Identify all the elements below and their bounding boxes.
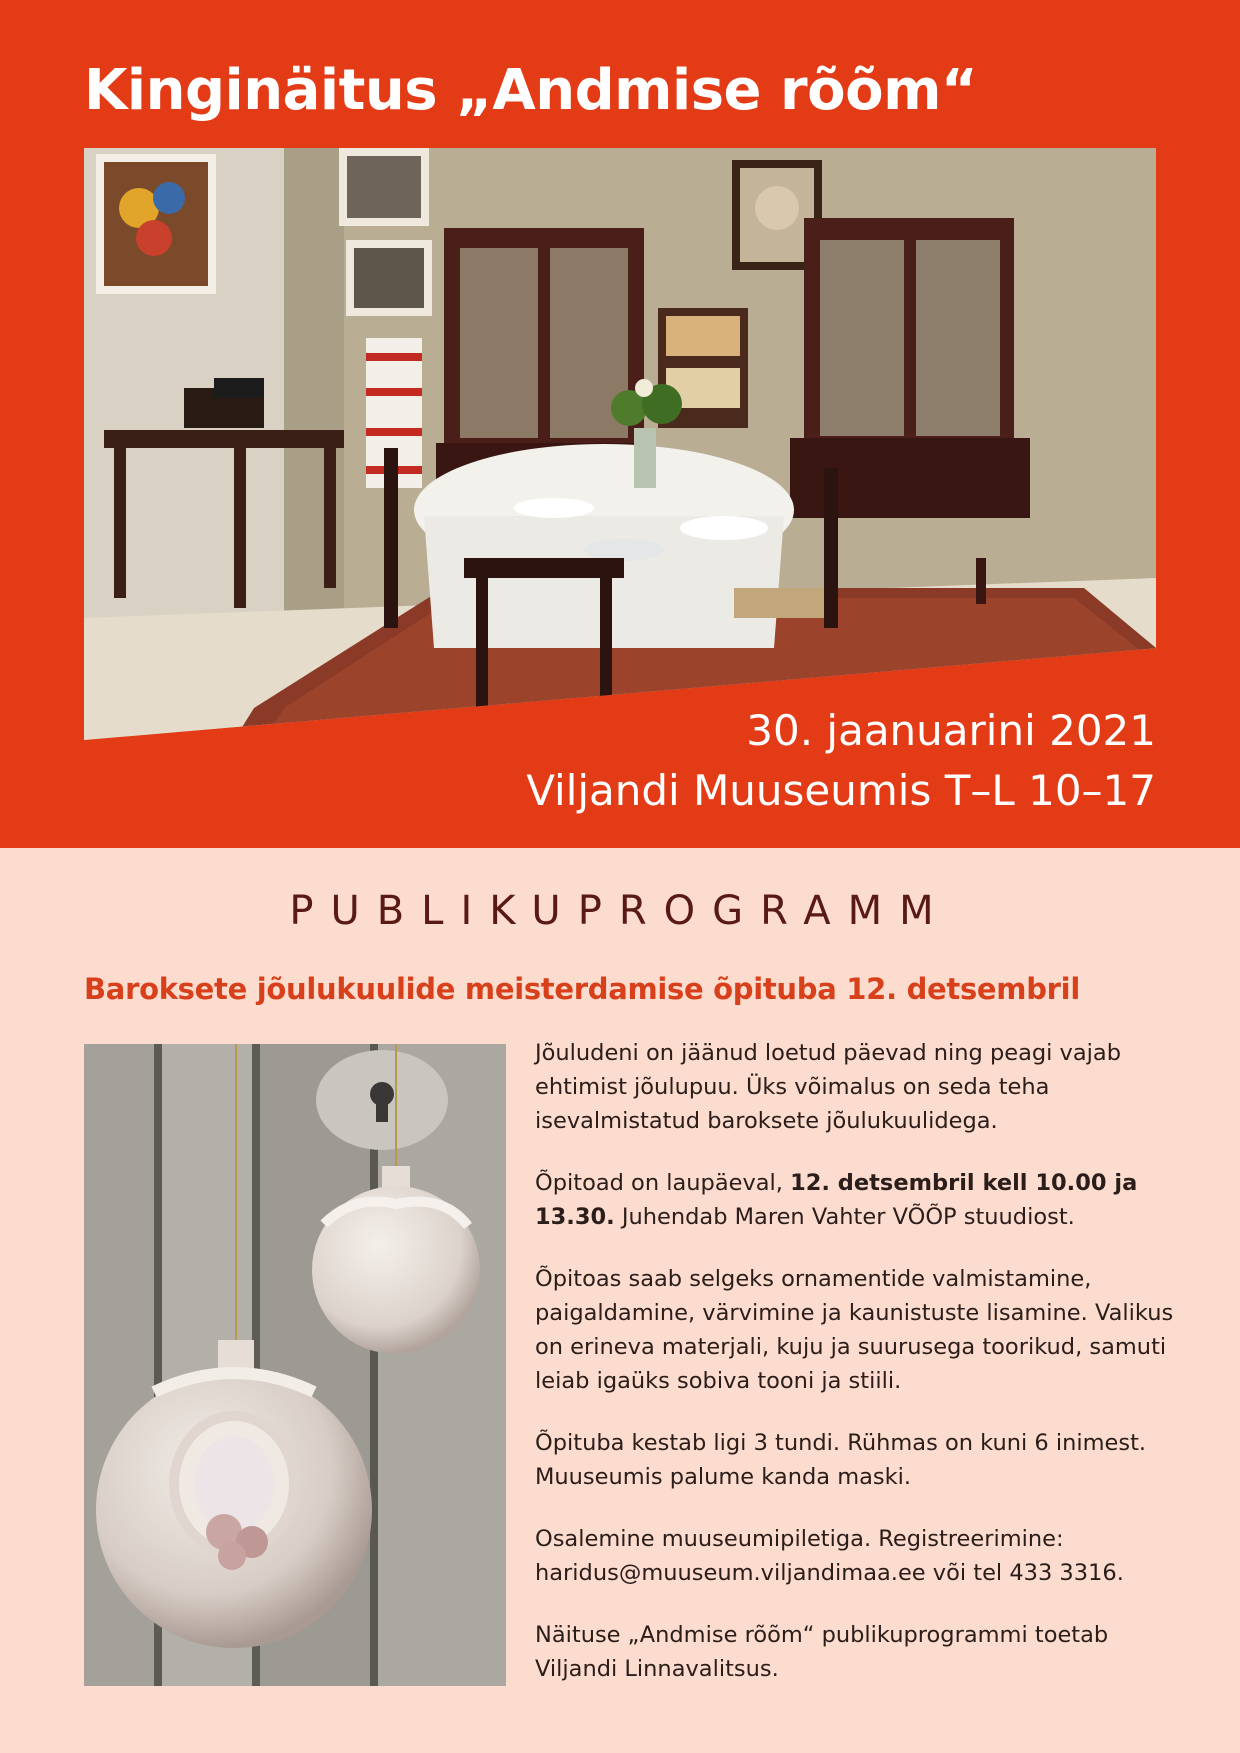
schedule-times: 12. detsembril kell 10.00 ja 13.30. [535, 1170, 1138, 1230]
exhibition-title: Kinginäitus „Andmise rõõm“ [84, 58, 978, 123]
paragraph-sponsor: Näituse „Andmise rõõm“ publikuprogrammi toetab Viljandi Linnavalitsus. [535, 1622, 1109, 1682]
schedule-text-start: Õpitoad on laupäeval, [535, 1170, 791, 1196]
program-heading: PUBLIKUPROGRAMM [289, 888, 951, 934]
workshop-title: Baroksete jõulukuulide meisterdamise õpituba 12. detsembril [84, 972, 1080, 1006]
paragraph-schedule [535, 1166, 1175, 1234]
paragraph-content: Õpitoas saab selgeks ornamentide valmistamine, paigaldamine, värvimine ja kaunistuste lisamine. Valikus on erineva materjali, kuju ja suurusega toorikud, samuti leiab igaüks sobiva tooni ja stiili. [535, 1266, 1174, 1394]
exhibition-venue-hours: Viljandi Muuseumis T–L 10–17 [526, 766, 1156, 815]
workshop-description [535, 1036, 1175, 1714]
paragraph-registration: Osalemine muuseumipiletiga. Registreerimine: haridus@muuseum.viljandimaa.ee või tel 433 3316. [535, 1526, 1124, 1586]
schedule-instructor: Juhendab Maren Vahter VÕÕP stuudiost. [614, 1204, 1075, 1230]
exhibition-room-photo [84, 148, 1156, 740]
paragraph-duration: Õpituba kestab ligi 3 tundi. Rühmas on kuni 6 inimest. Muuseumis palume kanda maski. [535, 1430, 1147, 1490]
exhibition-date: 30. jaanuarini 2021 [746, 706, 1156, 755]
paragraph-intro: Jõuludeni on jäänud loetud päevad ning peagi vajab ehtimist jõulupuu. Üks võimalus on seda teha isevalmistatud baroksete jõulukuulidega. [535, 1040, 1121, 1134]
header-banner [0, 0, 1240, 848]
christmas-bauble-photo [84, 1044, 506, 1686]
